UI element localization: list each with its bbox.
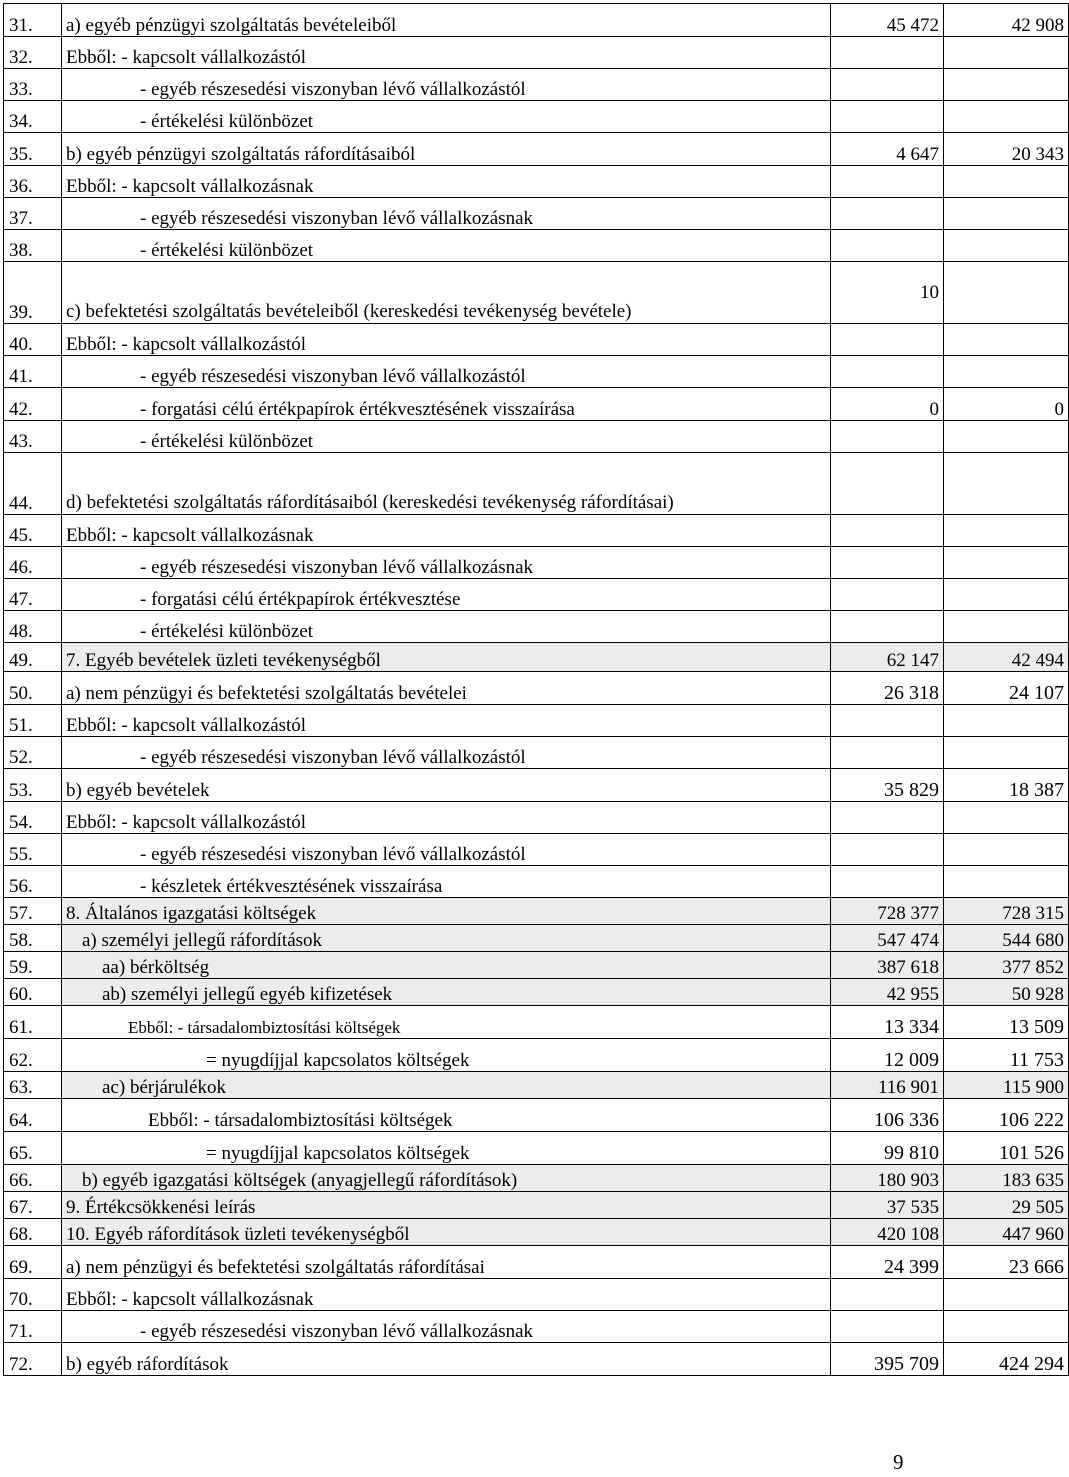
row-number: 58.	[4, 925, 62, 952]
value-current	[831, 1279, 944, 1311]
value-current	[831, 834, 944, 866]
value-current: 547 474	[831, 925, 944, 952]
financial-table	[3, 3, 1069, 1376]
table-row	[4, 421, 1069, 453]
row-number: 41.	[4, 356, 62, 388]
value-previous: 377 852	[944, 952, 1069, 979]
value-previous: 115 900	[944, 1072, 1069, 1099]
row-number: 65.	[4, 1132, 62, 1165]
row-label: - készletek értékvesztésének visszaírása	[62, 866, 831, 898]
table-row	[4, 37, 1069, 69]
value-current	[831, 421, 944, 453]
value-current: 180 903	[831, 1165, 944, 1192]
value-previous: 29 505	[944, 1192, 1069, 1219]
row-label: = nyugdíjjal kapcsolatos költségek	[62, 1039, 831, 1072]
value-previous: 728 315	[944, 898, 1069, 925]
value-previous	[944, 802, 1069, 834]
row-label: - forgatási célú értékpapírok értékvesztésének visszaírása	[62, 388, 831, 421]
value-previous	[944, 324, 1069, 356]
row-label: ab) személyi jellegű egyéb kifizetések	[62, 979, 831, 1006]
value-current	[831, 356, 944, 388]
row-label: - egyéb részesedési viszonyban lévő vállalkozásnak	[62, 198, 831, 230]
row-label: Ebből: - társadalombiztosítási költségek	[62, 1099, 831, 1132]
row-number: 50.	[4, 672, 62, 705]
row-label: ac) bérjárulékok	[62, 1072, 831, 1099]
row-label: Ebből: - kapcsolt vállalkozástól	[62, 37, 831, 69]
table-row	[4, 1279, 1069, 1311]
value-previous	[944, 262, 1069, 324]
value-current	[831, 705, 944, 737]
value-current	[831, 453, 944, 515]
value-previous	[944, 69, 1069, 101]
value-previous	[944, 356, 1069, 388]
value-previous: 0	[944, 388, 1069, 421]
row-label: Ebből: - kapcsolt vállalkozásnak	[62, 515, 831, 547]
row-label: a) nem pénzügyi és befektetési szolgáltatás bevételei	[62, 672, 831, 705]
row-label: - egyéb részesedési viszonyban lévő vállalkozásnak	[62, 1311, 831, 1343]
table-row	[4, 1219, 1069, 1246]
value-previous	[944, 37, 1069, 69]
row-label: a) egyéb pénzügyi szolgáltatás bevételeiből	[62, 4, 831, 37]
row-number: 61.	[4, 1006, 62, 1039]
row-number: 53.	[4, 769, 62, 802]
value-previous: 24 107	[944, 672, 1069, 705]
row-number: 47.	[4, 579, 62, 611]
row-label: Ebből: - társadalombiztosítási költségek	[62, 1006, 831, 1039]
row-label: - értékelési különbözet	[62, 101, 831, 133]
value-current	[831, 69, 944, 101]
value-current	[831, 1311, 944, 1343]
table-row	[4, 1072, 1069, 1099]
row-number: 39.	[4, 262, 62, 324]
value-current	[831, 737, 944, 769]
table-row	[4, 1246, 1069, 1279]
value-current: 37 535	[831, 1192, 944, 1219]
row-number: 66.	[4, 1165, 62, 1192]
value-previous	[944, 866, 1069, 898]
row-number: 64.	[4, 1099, 62, 1132]
row-number: 45.	[4, 515, 62, 547]
row-number: 48.	[4, 611, 62, 643]
table-row	[4, 101, 1069, 133]
table-row	[4, 737, 1069, 769]
row-label: a) személyi jellegű ráfordítások	[62, 925, 831, 952]
table-row	[4, 898, 1069, 925]
value-current	[831, 611, 944, 643]
row-label: 10. Egyéb ráfordítások üzleti tevékenységből	[62, 1219, 831, 1246]
row-label: - egyéb részesedési viszonyban lévő vállalkozásnak	[62, 547, 831, 579]
value-current: 10	[831, 262, 944, 324]
row-label: b) egyéb igazgatási költségek (anyagjellegű ráfordítások)	[62, 1165, 831, 1192]
table-row	[4, 1006, 1069, 1039]
row-number: 52.	[4, 737, 62, 769]
table-row	[4, 230, 1069, 262]
value-current	[831, 547, 944, 579]
value-current: 106 336	[831, 1099, 944, 1132]
value-previous	[944, 198, 1069, 230]
row-number: 42.	[4, 388, 62, 421]
value-previous: 42 494	[944, 643, 1069, 672]
value-current: 45 472	[831, 4, 944, 37]
row-label: d) befektetési szolgáltatás ráfordításaiból (kereskedési tevékenység ráfordításai)	[62, 453, 831, 515]
value-previous: 544 680	[944, 925, 1069, 952]
value-current	[831, 515, 944, 547]
table-row	[4, 547, 1069, 579]
table-row	[4, 4, 1069, 37]
row-label: - értékelési különbözet	[62, 421, 831, 453]
value-previous: 424 294	[944, 1343, 1069, 1376]
value-current	[831, 324, 944, 356]
table-row	[4, 925, 1069, 952]
row-label: 8. Általános igazgatási költségek	[62, 898, 831, 925]
value-previous: 20 343	[944, 133, 1069, 166]
row-label: - egyéb részesedési viszonyban lévő vállalkozástól	[62, 834, 831, 866]
row-number: 54.	[4, 802, 62, 834]
table-row	[4, 1192, 1069, 1219]
row-label: a) nem pénzügyi és befektetési szolgáltatás ráfordításai	[62, 1246, 831, 1279]
value-current: 42 955	[831, 979, 944, 1006]
table-row	[4, 388, 1069, 421]
row-label: - egyéb részesedési viszonyban lévő vállalkozástól	[62, 356, 831, 388]
value-current	[831, 37, 944, 69]
value-current: 62 147	[831, 643, 944, 672]
row-number: 43.	[4, 421, 62, 453]
row-number: 57.	[4, 898, 62, 925]
row-number: 63.	[4, 1072, 62, 1099]
value-current: 0	[831, 388, 944, 421]
row-label: Ebből: - kapcsolt vállalkozásnak	[62, 1279, 831, 1311]
table-row	[4, 979, 1069, 1006]
value-previous	[944, 579, 1069, 611]
value-previous	[944, 1279, 1069, 1311]
row-label: 9. Értékcsökkenési leírás	[62, 1192, 831, 1219]
value-current: 116 901	[831, 1072, 944, 1099]
value-current: 26 318	[831, 672, 944, 705]
table-row	[4, 453, 1069, 515]
table-row	[4, 866, 1069, 898]
value-current	[831, 198, 944, 230]
row-label: - egyéb részesedési viszonyban lévő vállalkozástól	[62, 69, 831, 101]
row-label: Ebből: - kapcsolt vállalkozástól	[62, 324, 831, 356]
value-current	[831, 866, 944, 898]
table-row	[4, 166, 1069, 198]
row-number: 62.	[4, 1039, 62, 1072]
value-current	[831, 166, 944, 198]
table-row	[4, 952, 1069, 979]
table-row	[4, 1311, 1069, 1343]
value-current: 12 009	[831, 1039, 944, 1072]
value-previous: 106 222	[944, 1099, 1069, 1132]
table-row	[4, 324, 1069, 356]
row-number: 67.	[4, 1192, 62, 1219]
value-previous	[944, 230, 1069, 262]
row-label: - értékelési különbözet	[62, 230, 831, 262]
value-previous	[944, 737, 1069, 769]
row-number: 32.	[4, 37, 62, 69]
value-previous	[944, 453, 1069, 515]
table-row	[4, 1099, 1069, 1132]
table-row	[4, 705, 1069, 737]
page-number: 9	[893, 1450, 904, 1474]
row-number: 46.	[4, 547, 62, 579]
row-label: - értékelési különbözet	[62, 611, 831, 643]
value-current: 387 618	[831, 952, 944, 979]
table-row	[4, 133, 1069, 166]
row-label: b) egyéb pénzügyi szolgáltatás ráfordításaiból	[62, 133, 831, 166]
value-current: 13 334	[831, 1006, 944, 1039]
value-previous: 50 928	[944, 979, 1069, 1006]
row-number: 68.	[4, 1219, 62, 1246]
row-label: Ebből: - kapcsolt vállalkozástól	[62, 802, 831, 834]
table-row	[4, 262, 1069, 324]
row-number: 72.	[4, 1343, 62, 1376]
value-previous: 23 666	[944, 1246, 1069, 1279]
value-previous	[944, 834, 1069, 866]
row-label: b) egyéb ráfordítások	[62, 1343, 831, 1376]
row-label: Ebből: - kapcsolt vállalkozástól	[62, 705, 831, 737]
value-current: 728 377	[831, 898, 944, 925]
value-previous: 447 960	[944, 1219, 1069, 1246]
row-number: 49.	[4, 643, 62, 672]
value-previous: 101 526	[944, 1132, 1069, 1165]
row-number: 44.	[4, 453, 62, 515]
table-row	[4, 1165, 1069, 1192]
value-previous	[944, 705, 1069, 737]
value-previous: 13 509	[944, 1006, 1069, 1039]
row-label: = nyugdíjjal kapcsolatos költségek	[62, 1132, 831, 1165]
value-previous	[944, 166, 1069, 198]
value-previous	[944, 1311, 1069, 1343]
table-row	[4, 356, 1069, 388]
row-label: aa) bérköltség	[62, 952, 831, 979]
row-number: 40.	[4, 324, 62, 356]
row-number: 60.	[4, 979, 62, 1006]
row-label: - egyéb részesedési viszonyban lévő vállalkozástól	[62, 737, 831, 769]
row-label: b) egyéb bevételek	[62, 769, 831, 802]
table-row	[4, 672, 1069, 705]
table-row	[4, 769, 1069, 802]
value-current	[831, 579, 944, 611]
row-label: Ebből: - kapcsolt vállalkozásnak	[62, 166, 831, 198]
value-previous	[944, 515, 1069, 547]
value-current: 420 108	[831, 1219, 944, 1246]
value-previous: 11 753	[944, 1039, 1069, 1072]
table-row	[4, 1343, 1069, 1376]
value-previous	[944, 547, 1069, 579]
table-row	[4, 198, 1069, 230]
row-number: 51.	[4, 705, 62, 737]
value-previous: 42 908	[944, 4, 1069, 37]
value-current: 395 709	[831, 1343, 944, 1376]
value-previous: 183 635	[944, 1165, 1069, 1192]
table-row	[4, 1132, 1069, 1165]
row-label: c) befektetési szolgáltatás bevételeiből (kereskedési tevékenység bevétele)	[62, 262, 831, 324]
row-number: 70.	[4, 1279, 62, 1311]
row-number: 33.	[4, 69, 62, 101]
table-row	[4, 515, 1069, 547]
table-row	[4, 69, 1069, 101]
table-row	[4, 834, 1069, 866]
table-row	[4, 611, 1069, 643]
row-number: 35.	[4, 133, 62, 166]
row-number: 59.	[4, 952, 62, 979]
table-row	[4, 1039, 1069, 1072]
value-previous	[944, 101, 1069, 133]
value-previous	[944, 611, 1069, 643]
row-number: 69.	[4, 1246, 62, 1279]
row-number: 38.	[4, 230, 62, 262]
value-previous: 18 387	[944, 769, 1069, 802]
row-number: 56.	[4, 866, 62, 898]
table-row	[4, 802, 1069, 834]
value-current: 99 810	[831, 1132, 944, 1165]
value-current: 24 399	[831, 1246, 944, 1279]
value-previous	[944, 421, 1069, 453]
value-current	[831, 101, 944, 133]
value-current: 4 647	[831, 133, 944, 166]
table-row	[4, 643, 1069, 672]
row-number: 31.	[4, 4, 62, 37]
row-number: 34.	[4, 101, 62, 133]
row-number: 37.	[4, 198, 62, 230]
value-current	[831, 230, 944, 262]
row-label: - forgatási célú értékpapírok értékvesztése	[62, 579, 831, 611]
row-number: 36.	[4, 166, 62, 198]
row-label: 7. Egyéb bevételek üzleti tevékenységből	[62, 643, 831, 672]
table-body	[4, 4, 1069, 1376]
table-row	[4, 579, 1069, 611]
value-current: 35 829	[831, 769, 944, 802]
value-current	[831, 802, 944, 834]
row-number: 71.	[4, 1311, 62, 1343]
row-number: 55.	[4, 834, 62, 866]
